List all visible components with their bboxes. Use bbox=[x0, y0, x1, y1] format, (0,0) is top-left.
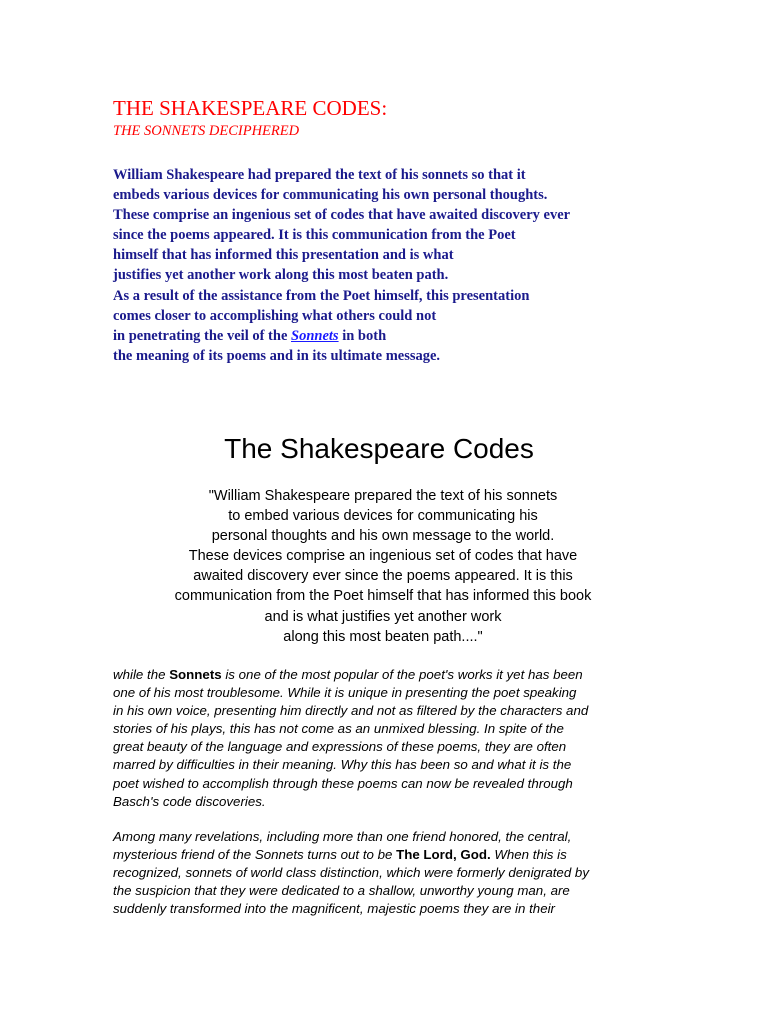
intro-line: These comprise an ingenious set of codes that have awaited discovery ever bbox=[113, 207, 571, 224]
intro-line: justifies yet another work along this most beaten path. bbox=[113, 267, 449, 284]
quote-line: communication from the Poet himself that has informed this book bbox=[174, 588, 592, 605]
intro-line: William Shakespeare had prepared the text of his sonnets so that it bbox=[113, 167, 526, 183]
description-paragraph-1 bbox=[113, 666, 658, 811]
body-line: in his own voice, presenting him directly and not as filtered by the characters and bbox=[113, 703, 589, 719]
body-line bbox=[113, 666, 658, 684]
intro-line: himself that has informed this presentation and is what bbox=[113, 247, 454, 264]
intro-line: As a result of the assistance from the Poet himself, this presentation bbox=[113, 287, 530, 304]
quote-line: along this most beaten path...." bbox=[283, 628, 483, 645]
page-title: THE SHAKESPEARE CODES: bbox=[113, 96, 388, 120]
quote-line: personal thoughts and his own message to the world. bbox=[211, 528, 555, 545]
intro-line: the meaning of its poems and in its ultimate message. bbox=[113, 347, 441, 364]
body-line: great beauty of the language and expressions of these poems, they are often bbox=[113, 739, 567, 755]
description-paragraph-2 bbox=[113, 828, 658, 918]
sonnets-link[interactable]: Sonnets bbox=[291, 327, 339, 344]
quote-line: to embed various devices for communicating his bbox=[228, 508, 538, 525]
body-text: is one of the most popular of the poet's works it yet has been bbox=[221, 667, 583, 682]
body-line bbox=[113, 846, 658, 864]
book-heading: The Shakespeare Codes bbox=[224, 433, 534, 464]
intro-text: in both bbox=[338, 327, 387, 344]
body-line: the suspicion that they were dedicated to a shallow, unworthy young man, are bbox=[113, 883, 570, 899]
body-line: recognized, sonnets of world class distinction, which were formerly denigrated by bbox=[113, 865, 589, 881]
body-text: while the bbox=[113, 667, 170, 682]
intro-line: embeds various devices for communicating his own personal thoughts. bbox=[113, 187, 548, 204]
intro-line: comes closer to accomplishing what others could not bbox=[113, 307, 437, 324]
body-line: one of his most troublesome. While it is unique in presenting the poet speaking bbox=[113, 685, 577, 701]
body-line: poet wished to accomplish through these poems can now be revealed through bbox=[113, 775, 573, 791]
intro-line: since the poems appeared. It is this communication from the Poet bbox=[113, 227, 516, 244]
intro-line bbox=[113, 326, 673, 346]
intro-paragraph bbox=[113, 165, 673, 366]
body-line: marred by difficulties in their meaning. Why this has been so and what it is the bbox=[113, 757, 572, 773]
page-subtitle: THE SONNETS DECIPHERED bbox=[113, 123, 300, 139]
body-line: Among many revelations, including more than one friend honored, the central, bbox=[113, 829, 572, 844]
body-text: When this is bbox=[490, 847, 567, 863]
quote-line: "William Shakespeare prepared the text of his sonnets bbox=[208, 488, 558, 504]
lord-god-bold: The Lord, God. bbox=[396, 847, 491, 863]
book-quote bbox=[0, 486, 766, 647]
quote-line: and is what justifies yet another work bbox=[264, 608, 502, 625]
quote-line: These devices comprise an ingenious set of codes that have bbox=[188, 548, 578, 565]
body-line: stories of his plays, this has not come as an unmixed blessing. In spite of the bbox=[113, 721, 564, 737]
body-line: suddenly transformed into the magnificent, majestic poems they are in their bbox=[113, 901, 555, 917]
intro-text: in penetrating the veil of the bbox=[113, 327, 292, 344]
sonnets-bold: Sonnets bbox=[169, 667, 222, 682]
body-text: mysterious friend of the Sonnets turns out to be bbox=[113, 847, 397, 863]
quote-line: awaited discovery ever since the poems appeared. It is this bbox=[193, 568, 573, 585]
body-line: Basch's code discoveries. bbox=[113, 793, 266, 809]
